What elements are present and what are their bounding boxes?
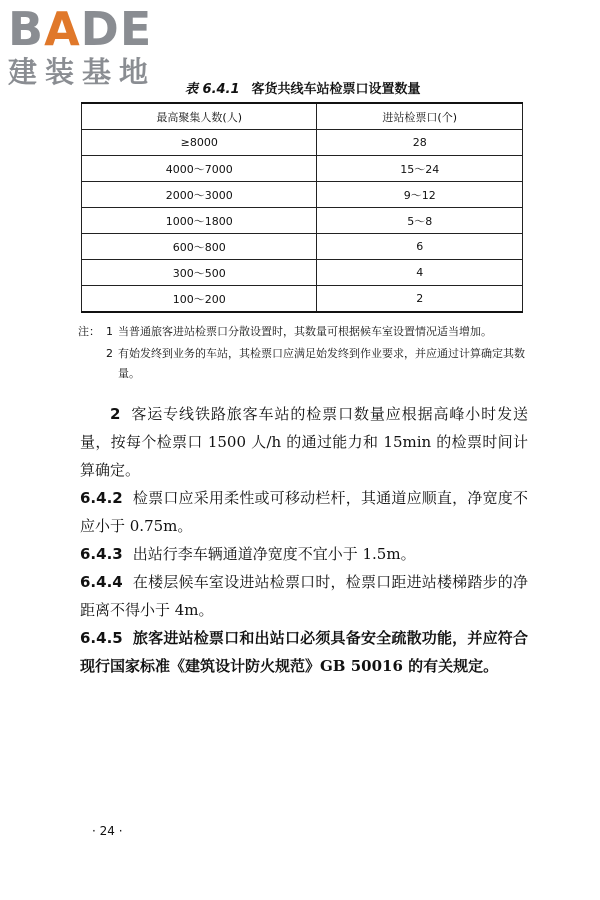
clause-6-4-5	[80, 624, 528, 680]
note-text: 有始发终到业务的车站，其检票口应满足始发终到作业要求，并应通过计算确定其数量。	[118, 347, 525, 380]
table-cell: 6	[317, 234, 523, 260]
clause-6-4-4	[80, 568, 528, 624]
table-cell: 4	[317, 260, 523, 286]
table-row	[82, 208, 523, 234]
table-row	[82, 234, 523, 260]
note-text: 当普通旅客进站检票口分散设置时，其数量可根据候车室设置情况适当增加。	[118, 325, 492, 338]
note-number: 1	[106, 325, 113, 338]
clause-number: 6.4.2	[80, 489, 123, 507]
column-header: 进站检票口(个)	[317, 103, 523, 130]
clause-6-4-3	[80, 540, 528, 568]
clause-text: 出站行李车辆通道净宽度不宜小于 1.5m。	[132, 545, 416, 563]
watermark-logo	[8, 4, 173, 90]
note-label: 注：	[78, 325, 100, 338]
note-item	[78, 322, 533, 342]
table-notes	[78, 322, 533, 384]
table-row	[82, 260, 523, 286]
clause-number: 6.4.4	[80, 573, 123, 591]
clause-6-4-2	[80, 484, 528, 540]
logo-text-cn: 建装基地	[8, 55, 157, 89]
table-cell: 600～800	[82, 234, 317, 260]
table-cell: 9～12	[317, 182, 523, 208]
table-cell: 2	[317, 286, 523, 313]
paragraph	[80, 400, 528, 484]
ticket-gate-table	[81, 102, 523, 313]
logo-text-en: BADE	[8, 2, 153, 56]
table-cell: 2000～3000	[82, 182, 317, 208]
table-row	[82, 130, 523, 156]
table-cell: 28	[317, 130, 523, 156]
page-number: · 24 ·	[92, 824, 123, 838]
clause-text: 在楼层候车室设进站检票口时，检票口距进站楼梯踏步的净距离不得小于 4m。	[80, 573, 528, 619]
table-cell: 100～200	[82, 286, 317, 313]
table-number: 表 6.4.1	[185, 82, 240, 97]
clause-number: 6.4.3	[80, 545, 123, 563]
table-cell: 300～500	[82, 260, 317, 286]
table-cell: 1000～1800	[82, 208, 317, 234]
table-cell: 4000～7000	[82, 156, 317, 182]
note-number: 2	[106, 347, 113, 360]
note-item	[78, 344, 533, 384]
column-header: 最高聚集人数(人)	[82, 103, 317, 130]
table-row	[82, 182, 523, 208]
item-number: 2	[110, 405, 121, 423]
table-cell: ≥8000	[82, 130, 317, 156]
table-header-row	[82, 103, 523, 130]
clause-text: 检票口应采用柔性或可移动栏杆，其通道应顺直，净宽度不应小于 0.75m。	[80, 489, 528, 535]
table-title: 客货共线车站检票口设置数量	[251, 82, 421, 97]
table-caption	[185, 78, 421, 97]
clause-number: 6.4.5	[80, 629, 123, 647]
table-cell: 5～8	[317, 208, 523, 234]
table-cell: 15～24	[317, 156, 523, 182]
table-row	[82, 286, 523, 313]
table-row	[82, 156, 523, 182]
paragraph-text: 客运专线铁路旅客车站的检票口数量应根据高峰小时发送量，按每个检票口 1500 人/h 的通过能力和 15min 的检票时间计算确定。	[80, 405, 528, 479]
clause-text: 旅客进站检票口和出站口必须具备安全疏散功能，并应符合现行国家标准《建筑设计防火规范》GB 50016 的有关规定。	[80, 629, 528, 675]
body-text	[80, 400, 528, 680]
